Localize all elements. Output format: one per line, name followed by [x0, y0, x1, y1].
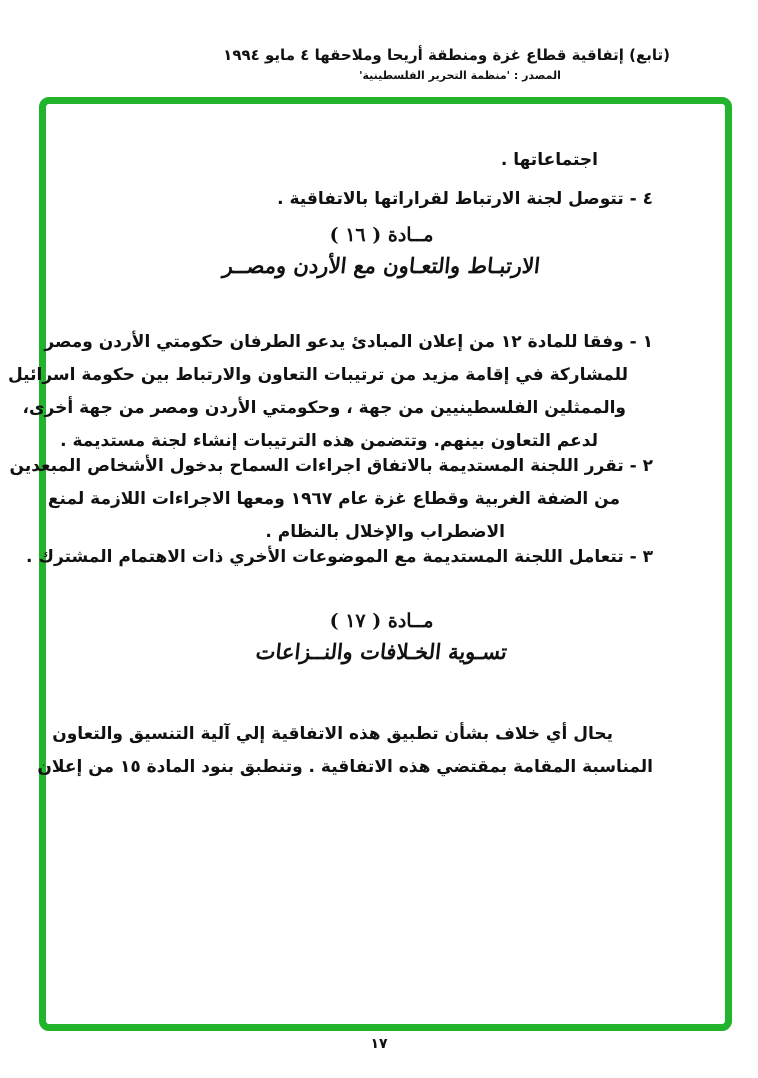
article-17-heading: [110, 610, 653, 664]
intro-block: [110, 144, 653, 216]
article-16-heading: [110, 224, 653, 278]
article-16-title: مــادة ( ١٦ ): [329, 224, 434, 246]
text-line: الاضطراب والإخلال بالنظام .: [265, 522, 505, 542]
header-source: المصدر : 'منظمة التحرير الفلسطينية': [359, 69, 561, 82]
article-16-subtitle: الارتبـاط والتعـاون مع الأردن ومصــر: [221, 253, 542, 278]
text-line: لدعم التعاون بينهم. وتتضمن هذه الترتيبات إنشاء لجنة مستديمة .: [60, 431, 598, 451]
text-line: ٤ - تتوصل لجنة الارتباط لقراراتها بالاتفاقية .: [277, 189, 653, 209]
header-title: (تابع) إتفاقية قطاع غزة ومنطقة أريحا وملاحقها ٤ مايو ١٩٩٤: [223, 46, 670, 64]
document-header: [223, 46, 670, 82]
article-17-paragraph: [37, 718, 653, 784]
text-line: ٢ - تقرر اللجنة المستديمة بالاتفاق اجراءات السماح بدخول الأشخاص المبعدين: [9, 456, 653, 476]
page-number: ١٧: [370, 1036, 388, 1052]
text-line: والممثلين الفلسطينيين من جهة ، وحكومتي الأردن ومصر من جهة أخرى،: [22, 398, 626, 418]
text-line: ٣ - تتعامل اللجنة المستديمة مع الموضوعات الأخري ذات الاهتمام المشترك .: [26, 547, 653, 567]
article-16-clause-2: [9, 450, 653, 549]
text-line: ١ - وفقا للمادة ١٢ من إعلان المبادئ يدعو الطرفان حكومتي الأردن ومصر: [44, 332, 653, 352]
text-line: يحال أي خلاف بشأن تطبيق هذه الاتفاقية إلي آلية التنسيق والتعاون: [52, 724, 613, 744]
article-16-clause-3: [26, 541, 653, 574]
text-line: اجتماعاتها .: [500, 150, 598, 170]
article-17-subtitle: تسـوية الخـلافات والنــزاعات: [254, 639, 509, 664]
text-line: من الضفة الغربية وقطاع غزة عام ١٩٦٧ ومعها الاجراءات اللازمة لمنع: [47, 489, 620, 509]
text-line: المناسبة المقامة بمقتضي هذه الاتفاقية . وتنطبق بنود المادة ١٥ من إعلان: [37, 757, 653, 777]
article-16-clause-1: [8, 326, 653, 458]
article-17-title: مــادة ( ١٧ ): [329, 610, 434, 632]
text-line: للمشاركة في إقامة مزيد من ترتيبات التعاون والارتباط بين حكومة اسرائيل: [8, 365, 628, 385]
